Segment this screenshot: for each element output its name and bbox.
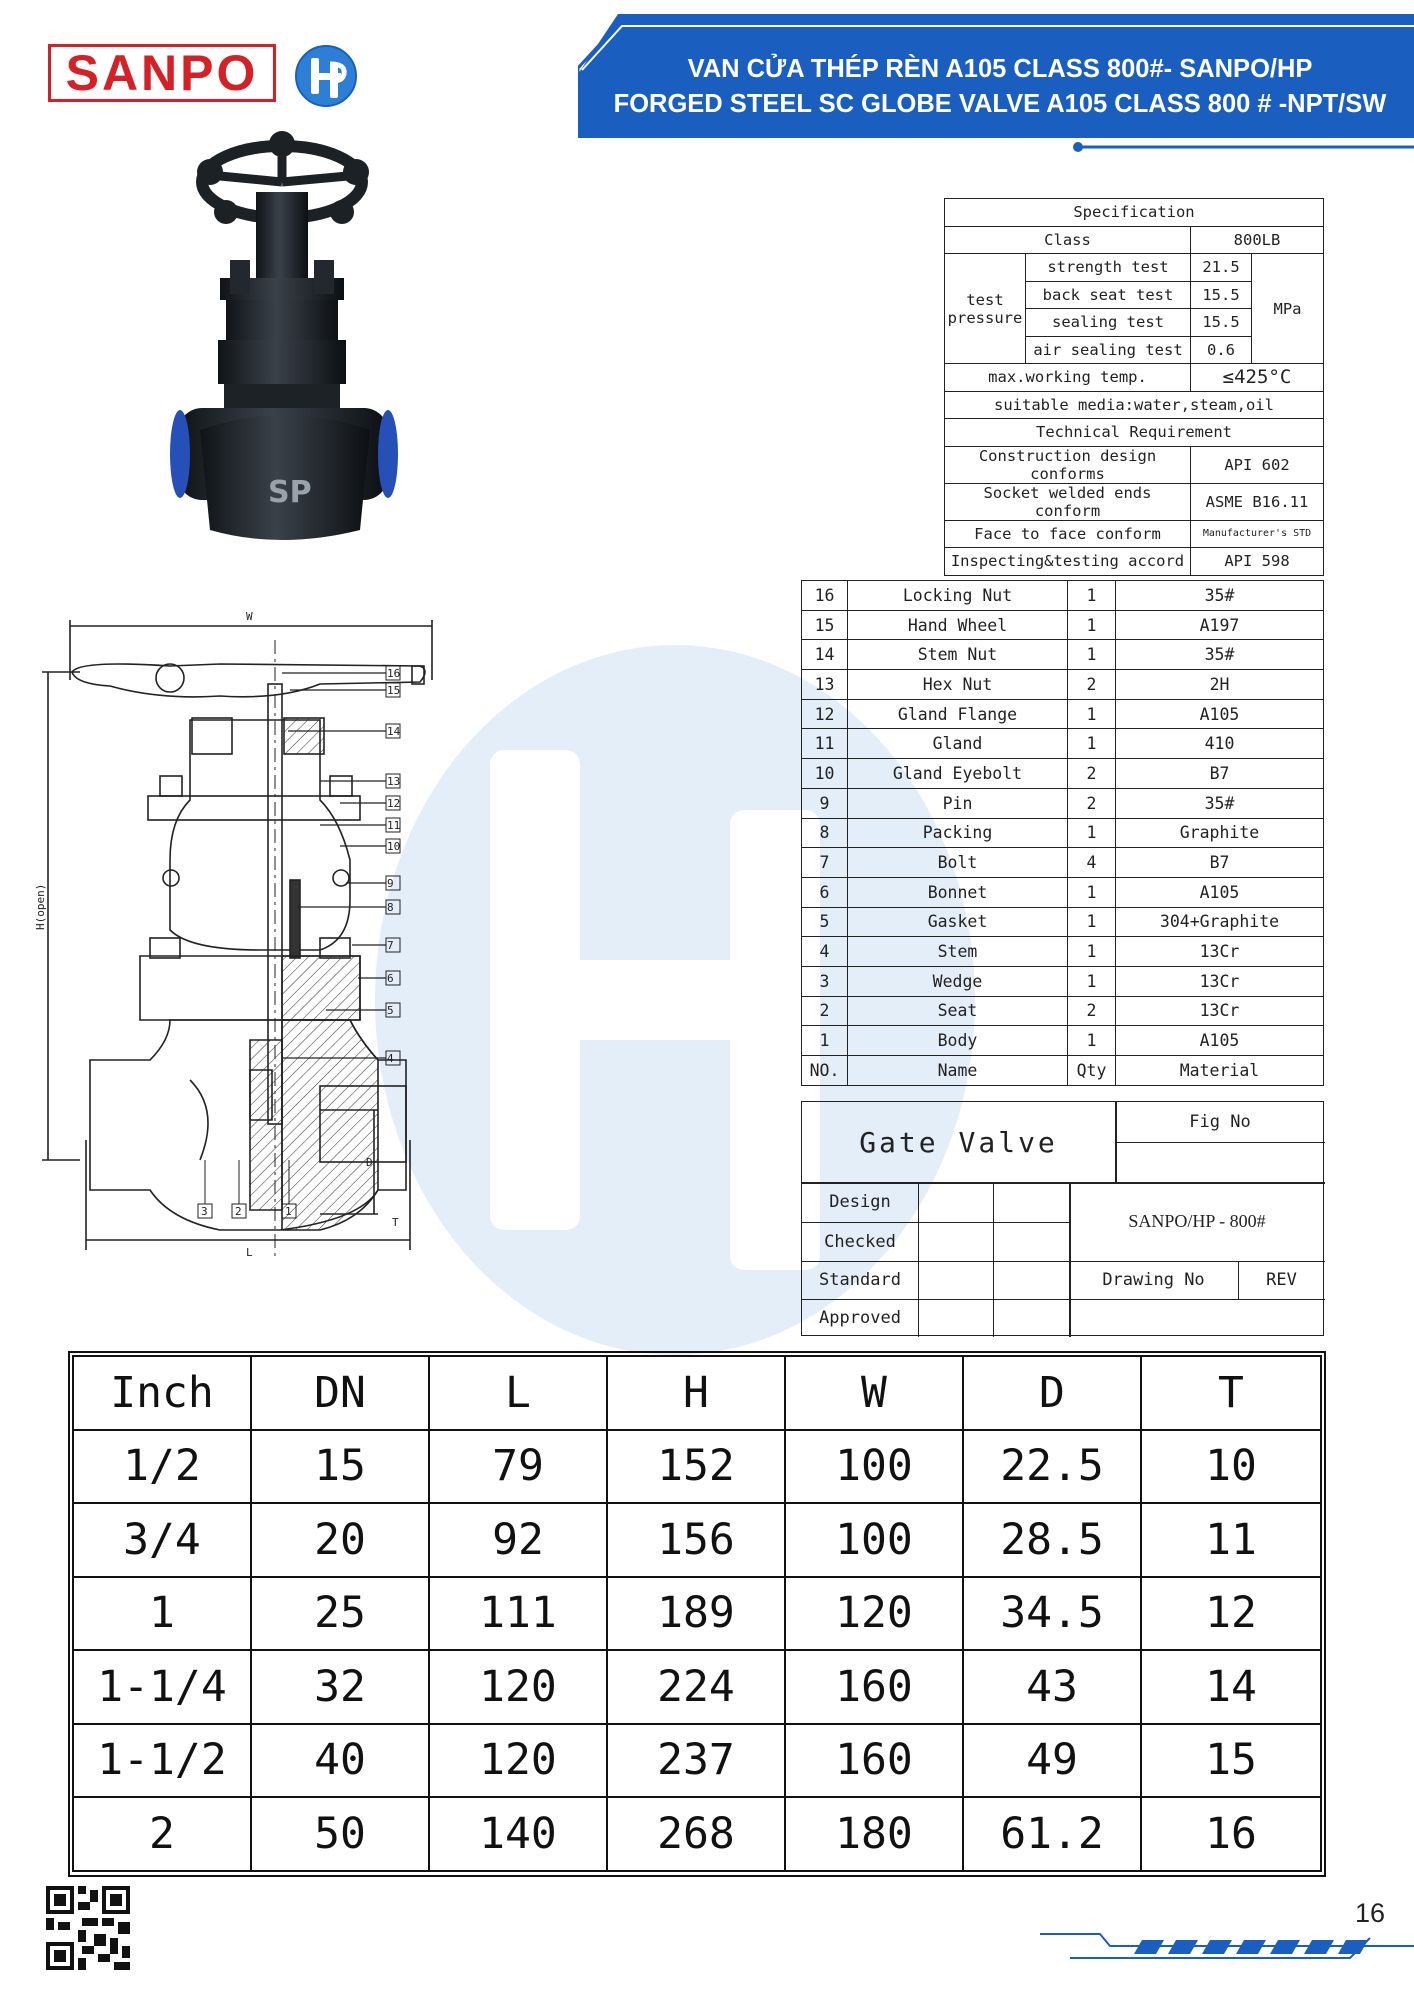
part-name: Seat [848,996,1068,1026]
standard-label: Standard [819,1270,901,1290]
dimension-cell: 3/4 [73,1503,251,1577]
test-label: test [966,290,1004,309]
test-value: 15.5 [1191,281,1252,309]
dimension-cell: 189 [607,1577,785,1651]
tech-value: API 602 [1191,446,1324,483]
part-name: Gland [848,729,1068,759]
dimension-cell: 160 [785,1650,963,1724]
tech-value: ASME B16.11 [1191,483,1324,520]
parts-row [802,759,1324,789]
dimension-cell: 1-1/4 [73,1650,251,1724]
dimension-cell: 12 [1141,1577,1321,1651]
dimension-cell: 268 [607,1797,785,1871]
cross-section-drawing [20,600,500,1340]
dimension-cell: 120 [785,1577,963,1651]
part-no: 15 [802,610,848,640]
parts-row [802,610,1324,640]
header-no: NO. [802,1056,848,1086]
parts-table [801,580,1324,1086]
tech-name: Socket welded ends conform [945,483,1191,520]
tech-value: Manufacturer's STD [1191,520,1324,548]
part-material: 304+Graphite [1116,907,1324,937]
parts-row [802,670,1324,700]
part-name: Stem Nut [848,640,1068,670]
part-no: 11 [802,729,848,759]
dimension-cell: 120 [429,1650,607,1724]
part-material: 410 [1116,729,1324,759]
dimension-cell: 100 [785,1503,963,1577]
footer-stripes [1040,1924,1414,1970]
dimensions-row [73,1797,1321,1871]
parts-row [802,996,1324,1026]
part-name: Locking Nut [848,581,1068,611]
dimension-cell: 61.2 [963,1797,1141,1871]
part-name: Wedge [848,966,1068,996]
dimension-cell: 40 [251,1724,429,1798]
logo-text: SANPO [65,45,259,101]
title-vietnamese: VAN CỬA THÉP RÈN A105 CLASS 800#- SANPO/HP [687,55,1313,83]
dimension-cell: 140 [429,1797,607,1871]
callout-number: 7 [387,939,394,952]
part-name: Stem [848,937,1068,967]
dimension-cell: 79 [429,1430,607,1504]
dimensions-row [73,1724,1321,1798]
footer-stripe [1304,1940,1334,1954]
parts-header-row [802,1056,1324,1086]
model-label: SANPO/HP - 800# [1128,1211,1266,1231]
dimension-cell: 111 [429,1577,607,1651]
callout-number: 14 [387,725,401,738]
tech-name: Inspecting&testing accord [945,548,1191,576]
part-qty: 1 [1068,877,1116,907]
parts-row [802,788,1324,818]
dimension-cell: 43 [963,1650,1141,1724]
dimension-header: T [1141,1356,1321,1430]
dimension-cell: 15 [251,1430,429,1504]
part-qty: 4 [1068,848,1116,878]
dimension-cell: 11 [1141,1503,1321,1577]
callout-number: 13 [387,775,401,788]
test-name: strength test [1026,254,1191,282]
parts-row [802,848,1324,878]
parts-row [802,907,1324,937]
callout-number: 16 [387,667,401,680]
part-material: 2H [1116,670,1324,700]
test-name: back seat test [1026,281,1191,309]
dimensions-header-row [73,1356,1321,1430]
part-qty: 1 [1068,966,1116,996]
sanpo-logo [48,44,276,102]
dimension-cell: 34.5 [963,1577,1141,1651]
part-qty: 1 [1068,610,1116,640]
callout-number: 9 [387,877,394,890]
part-material: A105 [1116,877,1324,907]
part-qty: 2 [1068,996,1116,1026]
dimensions-row [73,1430,1321,1504]
page-number: 16 [1355,1898,1386,1928]
dimension-cell: 28.5 [963,1503,1141,1577]
checked-label: Checked [824,1232,896,1252]
part-material: 35# [1116,788,1324,818]
dimension-cell: 49 [963,1724,1141,1798]
part-material: A105 [1116,1026,1324,1056]
dimension-header: D [963,1356,1141,1430]
page-title [600,52,1400,122]
part-qty: 2 [1068,759,1116,789]
part-name: Bolt [848,848,1068,878]
part-qty: 1 [1068,581,1116,611]
tech-name: Face to face conform [945,520,1191,548]
spec-title: Specification [945,199,1324,227]
dimension-cell: 100 [785,1430,963,1504]
part-qty: 1 [1068,699,1116,729]
part-qty: 2 [1068,670,1116,700]
dimension-header: H [607,1356,785,1430]
callout-number: 12 [387,797,401,810]
dimension-cell: 1/2 [73,1430,251,1504]
dimension-cell: 152 [607,1430,785,1504]
callout-number: 8 [387,901,394,914]
part-name: Bonnet [848,877,1068,907]
part-material: 35# [1116,581,1324,611]
footer-stripe [1168,1940,1198,1954]
part-material: 35# [1116,640,1324,670]
part-no: 3 [802,966,848,996]
parts-row [802,937,1324,967]
design-label: Design [829,1192,891,1212]
dimension-cell: 16 [1141,1797,1321,1871]
parts-row [802,729,1324,759]
parts-row [802,699,1324,729]
dimension-cell: 2 [73,1797,251,1871]
part-no: 7 [802,848,848,878]
parts-row [802,640,1324,670]
dimension-cell: 120 [429,1724,607,1798]
dimensions-table [72,1355,1322,1872]
hp-logo-icon [294,44,358,108]
footer-stripe [1134,1940,1164,1954]
l-dimension-label: L [246,1246,253,1259]
part-no: 14 [802,640,848,670]
dimension-cell: 1-1/2 [73,1724,251,1798]
dimension-cell: 14 [1141,1650,1321,1724]
photo-mark: SP [268,475,312,510]
test-pressure-label [945,254,1026,364]
parts-row [802,966,1324,996]
dimension-cell: 25 [251,1577,429,1651]
test-value: 21.5 [1191,254,1252,282]
dimension-cell: 237 [607,1724,785,1798]
part-material: 13Cr [1116,937,1324,967]
part-no: 2 [802,996,848,1026]
part-material: Graphite [1116,818,1324,848]
h-dimension-label: H(open) [34,883,47,930]
part-material: A105 [1116,699,1324,729]
dimension-cell: 224 [607,1650,785,1724]
tech-title: Technical Requirement [945,419,1324,447]
dimension-cell: 22.5 [963,1430,1141,1504]
callout-number: 5 [387,1004,394,1017]
part-qty: 1 [1068,1026,1116,1056]
part-material: A197 [1116,610,1324,640]
tech-name: Construction design conforms [945,446,1191,483]
part-qty: 1 [1068,818,1116,848]
part-name: Gland Flange [848,699,1068,729]
test-value: 15.5 [1191,309,1252,337]
specification-table [944,198,1324,576]
dimension-cell: 1 [73,1577,251,1651]
callout-number: 15 [387,684,401,697]
header-qty: Qty [1068,1056,1116,1086]
dimension-cell: 156 [607,1503,785,1577]
dimension-header: Inch [73,1356,251,1430]
part-no: 5 [802,907,848,937]
header-name: Name [848,1056,1068,1086]
dimension-cell: 180 [785,1797,963,1871]
dimension-cell: 160 [785,1724,963,1798]
parts-row [802,1026,1324,1056]
rev-label: REV [1266,1270,1297,1290]
dimension-header: W [785,1356,963,1430]
fig-no-label: Fig No [1189,1112,1251,1132]
drawing-no-label: Drawing No [1102,1270,1205,1290]
part-no: 12 [802,699,848,729]
footer-stripe [1236,1940,1266,1954]
parts-row [802,581,1324,611]
part-material: B7 [1116,848,1324,878]
part-material: B7 [1116,759,1324,789]
part-name: Body [848,1026,1068,1056]
qr-code-icon [46,1886,130,1970]
title-english: FORGED STEEL SC GLOBE VALVE A105 CLASS 800 # -NPT/SW [613,90,1387,118]
dimension-cell: 92 [429,1503,607,1577]
class-label: Class [945,226,1191,254]
w-dimension-label: W [246,610,253,623]
callout-number: 6 [387,972,394,985]
header-material: Material [1116,1056,1324,1086]
dimensions-row [73,1650,1321,1724]
part-qty: 1 [1068,640,1116,670]
part-no: 6 [802,877,848,907]
part-name: Gasket [848,907,1068,937]
test-name: air sealing test [1026,336,1191,364]
part-name: Hex Nut [848,670,1068,700]
pressure-label: pressure [947,308,1023,327]
dimensions-row [73,1577,1321,1651]
dimensions-row [73,1503,1321,1577]
dimension-cell: 50 [251,1797,429,1871]
part-qty: 2 [1068,788,1116,818]
callout-number: 10 [387,840,401,853]
part-material: 13Cr [1116,996,1324,1026]
part-no: 9 [802,788,848,818]
part-name: Packing [848,818,1068,848]
suitable-media: suitable media:water,steam,oil [945,391,1324,419]
part-no: 10 [802,759,848,789]
part-name: Pin [848,788,1068,818]
parts-row [802,877,1324,907]
temp-value: ≤425°C [1191,364,1324,392]
dimension-cell: 15 [1141,1724,1321,1798]
part-no: 13 [802,670,848,700]
part-name: Hand Wheel [848,610,1068,640]
test-value: 0.6 [1191,336,1252,364]
dimension-header: L [429,1356,607,1430]
title-block [801,1101,1324,1336]
callout-number: 2 [235,1205,242,1218]
footer-stripe [1202,1940,1232,1954]
footer-stripe [1270,1940,1300,1954]
part-no: 16 [802,581,848,611]
temp-label: max.working temp. [945,364,1191,392]
part-qty: 1 [1068,729,1116,759]
d-dimension-label: D [366,1156,373,1169]
part-no: 1 [802,1026,848,1056]
dimension-header: DN [251,1356,429,1430]
dimension-cell: 32 [251,1650,429,1724]
tech-value: API 598 [1191,548,1324,576]
callout-number: 11 [387,819,401,832]
callout-number: 4 [387,1052,394,1065]
test-name: sealing test [1026,309,1191,337]
parts-row [802,818,1324,848]
valve-photo [160,130,430,550]
pressure-unit: MPa [1252,254,1324,364]
callout-number: 3 [201,1205,208,1218]
t-dimension-label: T [392,1216,399,1229]
product-name: Gate Valve [859,1125,1058,1159]
part-name: Gland Eyebolt [848,759,1068,789]
footer-stripe [1338,1940,1368,1954]
part-material: 13Cr [1116,966,1324,996]
part-qty: 1 [1068,907,1116,937]
dimension-cell: 20 [251,1503,429,1577]
part-qty: 1 [1068,937,1116,967]
callout-number: 1 [285,1205,292,1218]
approved-label: Approved [819,1308,901,1328]
part-no: 8 [802,818,848,848]
title-underline [1060,138,1414,156]
dimension-cell: 10 [1141,1430,1321,1504]
part-no: 4 [802,937,848,967]
class-value: 800LB [1191,226,1324,254]
